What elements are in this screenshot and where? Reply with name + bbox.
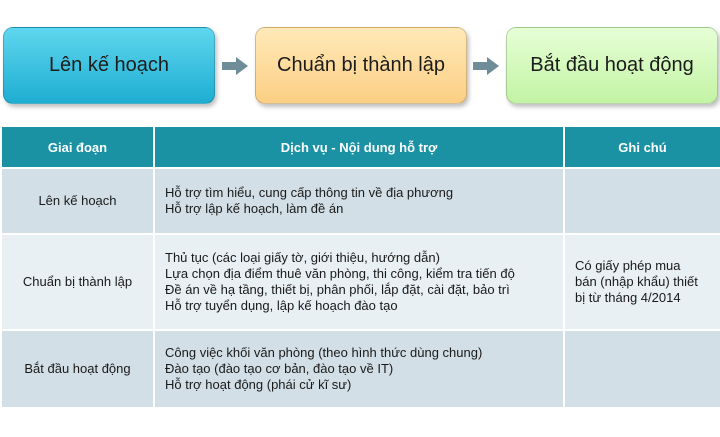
support-table <box>0 125 720 409</box>
row-stage: Bắt đầu hoạt động <box>1 330 154 408</box>
service-line: Thủ tục (các loại giấy tờ, giới thiệu, hướng dẫn) <box>165 250 440 265</box>
service-line: Lựa chọn địa điểm thuê văn phòng, thi công, kiểm tra tiến độ <box>165 266 515 281</box>
stage-label: Bắt đầu hoạt động <box>530 54 694 76</box>
row-notes <box>564 168 720 234</box>
stage-label: Chuẩn bị thành lập <box>277 54 445 76</box>
service-line: Đề án về hạ tầng, thiết bị, phân phối, lắp đặt, cài đặt, bảo trì <box>165 282 510 297</box>
table-row <box>1 330 720 408</box>
header-stage: Giai đoạn <box>1 126 154 168</box>
row-notes <box>564 234 720 330</box>
row-services <box>154 330 564 408</box>
right-arrow-icon <box>473 57 499 75</box>
service-line: Đào tạo (đào tạo cơ bản, đào tạo về IT) <box>165 361 394 376</box>
row-services <box>154 234 564 330</box>
header-services: Dịch vụ - Nội dung hỗ trợ <box>154 126 564 168</box>
row-services <box>154 168 564 234</box>
table-row <box>1 234 720 330</box>
row-stage: Chuẩn bị thành lập <box>1 234 154 330</box>
service-line: Công việc khối văn phòng (theo hình thức dùng chung) <box>165 345 483 360</box>
note-line: bị từ tháng 4/2014 <box>575 290 681 305</box>
service-line: Hỗ trợ lập kế hoạch, làm đề án <box>165 201 344 216</box>
row-stage: Lên kế hoạch <box>1 168 154 234</box>
table-row <box>1 168 720 234</box>
right-arrow-icon <box>222 57 248 75</box>
note-line: Có giấy phép mua <box>575 258 681 273</box>
stage-box-preparation <box>255 27 467 104</box>
note-line: bán (nhập khẩu) thiết <box>575 274 698 289</box>
stage-box-planning <box>3 27 215 104</box>
service-line: Hỗ trợ hoạt động (phái cử kĩ sư) <box>165 377 352 392</box>
stage-label: Lên kế hoạch <box>48 54 170 76</box>
service-line: Hỗ trợ tìm hiểu, cung cấp thông tin về địa phương <box>165 185 454 200</box>
row-notes <box>564 330 720 408</box>
stage-box-operation <box>506 27 718 104</box>
table-header-row <box>1 126 720 168</box>
header-notes: Ghi chú <box>564 126 720 168</box>
service-line: Hỗ trợ tuyển dụng, lập kế hoạch đào tạo <box>165 298 398 313</box>
